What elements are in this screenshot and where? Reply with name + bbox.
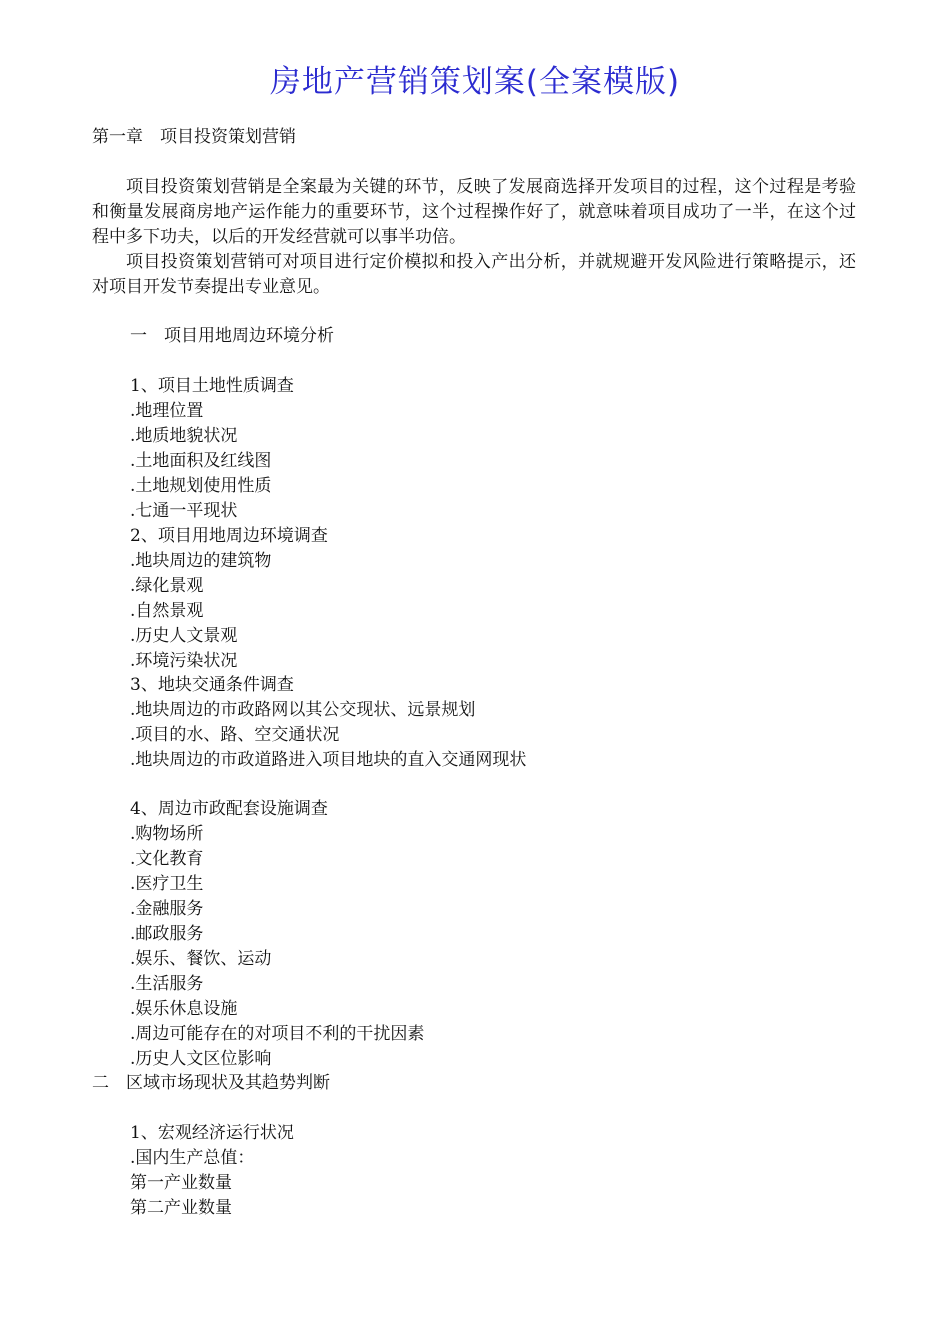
list-item: .生活服务 bbox=[130, 974, 204, 994]
list-item: .购物场所 bbox=[130, 824, 204, 844]
list-item: .文化教育 bbox=[130, 849, 204, 869]
intro-paragraph-2: 项目投资策划营销可对项目进行定价模拟和投入产出分析，并就规避开发风险进行策略提示，还对项目开发节奏提出专业意见。 bbox=[92, 252, 856, 297]
subsection-heading: 1、宏观经济运行状况 bbox=[130, 1123, 294, 1143]
list-item: .地块周边的建筑物 bbox=[130, 551, 272, 571]
list-item: .自然景观 bbox=[130, 601, 204, 621]
list-item: .历史人文景观 bbox=[130, 626, 238, 646]
list-item: .地块周边的市政道路进入项目地块的直入交通网现状 bbox=[130, 750, 527, 770]
list-item: .娱乐休息设施 bbox=[130, 999, 238, 1019]
list-item: .邮政服务 bbox=[130, 924, 204, 944]
list-item: .历史人文区位影响 bbox=[130, 1049, 272, 1069]
list-item: .医疗卫生 bbox=[130, 874, 204, 894]
list-item: .土地面积及红线图 bbox=[130, 451, 272, 471]
section-heading-1: 一 项目用地周边环境分析 bbox=[130, 326, 334, 346]
list-item: .地理位置 bbox=[130, 401, 204, 421]
subsection-heading: 2、项目用地周边环境调查 bbox=[130, 526, 328, 546]
list-item: .地块周边的市政路网以其公交现状、远景规划 bbox=[130, 700, 476, 720]
list-item: 第一产业数量 bbox=[130, 1173, 232, 1193]
list-item: .地质地貌状况 bbox=[130, 426, 238, 446]
subsection-heading: 1、项目土地性质调查 bbox=[130, 376, 294, 396]
list-item: .金融服务 bbox=[130, 899, 204, 919]
subsection-heading: 3、地块交通条件调查 bbox=[130, 675, 294, 695]
document-title: 房地产营销策划案(全案模版) bbox=[269, 64, 681, 100]
list-item: .项目的水、路、空交通状况 bbox=[130, 725, 340, 745]
subsection-heading: 4、周边市政配套设施调查 bbox=[130, 799, 328, 819]
section-heading-2: 二 区域市场现状及其趋势判断 bbox=[92, 1073, 330, 1093]
list-item: 第二产业数量 bbox=[130, 1198, 232, 1218]
list-item: .七通一平现状 bbox=[130, 501, 238, 521]
list-item: .绿化景观 bbox=[130, 576, 204, 596]
intro-paragraph-1: 项目投资策划营销是全案最为关键的环节，反映了发展商选择开发项目的过程，这个过程是考验和衡量发展商房地产运作能力的重要环节，这个过程操作好了，就意味着项目成功了一半，在这个过程中多下功夫，以后的开发经营就可以事半功倍。 bbox=[92, 177, 856, 247]
list-item: .土地规划使用性质 bbox=[130, 476, 272, 496]
list-item: .周边可能存在的对项目不利的干扰因素 bbox=[130, 1024, 425, 1044]
list-item: .娱乐、餐饮、运动 bbox=[130, 949, 272, 969]
list-item: .国内生产总值： bbox=[130, 1148, 255, 1168]
chapter-heading: 第一章 项目投资策划营销 bbox=[92, 127, 296, 147]
list-item: .环境污染状况 bbox=[130, 651, 238, 671]
